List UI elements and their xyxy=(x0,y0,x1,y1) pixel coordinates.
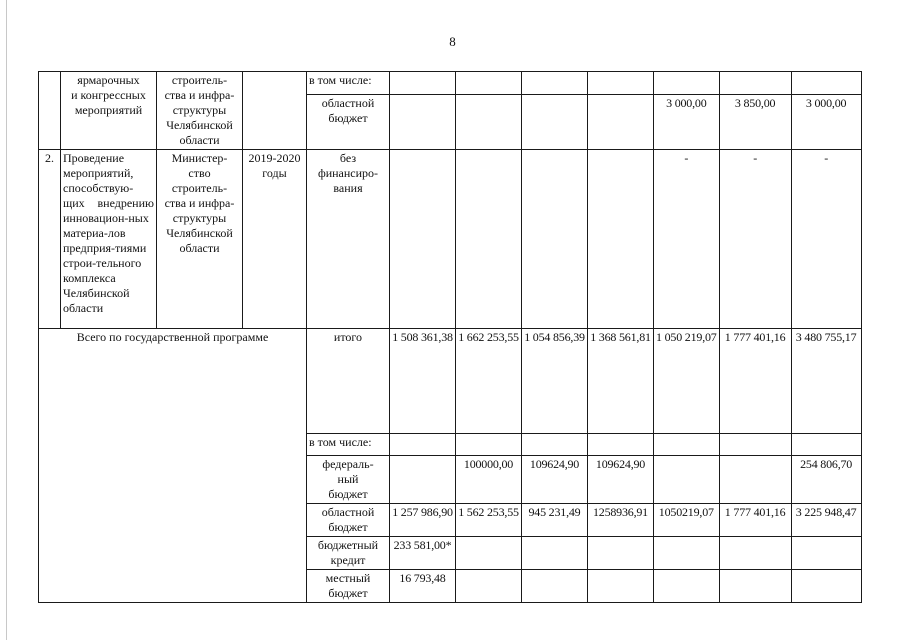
value-cell: 3 000,00 xyxy=(791,94,861,149)
value-cell xyxy=(522,570,588,603)
event-name-cell: Проведение мероприятий, способствую-щих внедрению инновацион-ных материа-лов предприя-тиями строи-тельного комплекса Челябинской области xyxy=(61,150,157,329)
value-cell: 1 562 253,55 xyxy=(456,504,522,537)
value-cell xyxy=(654,456,720,504)
value-cell xyxy=(456,570,522,603)
value-cell xyxy=(719,456,791,504)
value-cell: 1 257 986,90 xyxy=(390,504,456,537)
value-cell: 254 806,70 xyxy=(791,456,861,504)
source-label-oblast: областной бюджет xyxy=(307,94,390,149)
value-cell: 3 000,00 xyxy=(654,94,720,149)
source-label-oblast: областной бюджет xyxy=(307,504,390,537)
source-label-itogo: итого xyxy=(307,329,390,434)
executor-cell: Министер- ство строитель- ства и инфра- структуры Челябинской области xyxy=(157,150,243,329)
value-cell xyxy=(719,570,791,603)
value-cell: 1 777 401,16 xyxy=(719,504,791,537)
value-cell: 3 225 948,47 xyxy=(791,504,861,537)
value-cell xyxy=(456,94,522,149)
value-cell xyxy=(522,537,588,570)
value-cell xyxy=(791,570,861,603)
source-label-vtom: в том числе: xyxy=(307,434,390,456)
value-cell xyxy=(456,537,522,570)
value-cell: 1 368 561,81 xyxy=(588,329,654,434)
source-label-federal: федераль- ный бюджет xyxy=(307,456,390,504)
scan-edge-line xyxy=(6,0,7,640)
value-cell xyxy=(522,94,588,149)
value-cell: 1258936,91 xyxy=(588,504,654,537)
source-label-local: местный бюджет xyxy=(307,570,390,603)
value-cell: 1 662 253,55 xyxy=(456,329,522,434)
table-row xyxy=(39,150,862,329)
value-cell xyxy=(588,537,654,570)
table-row xyxy=(39,72,862,95)
source-label-none: без финансиро- вания xyxy=(307,150,390,329)
value-cell xyxy=(390,94,456,149)
value-cell xyxy=(390,150,456,329)
value-cell: 3 850,00 xyxy=(719,94,791,149)
value-cell xyxy=(588,570,654,603)
value-cell xyxy=(654,570,720,603)
value-cell: - xyxy=(719,150,791,329)
period-cell: 2019-2020 годы xyxy=(243,150,307,329)
total-label-cell: Всего по государственной программе xyxy=(39,329,307,603)
value-cell xyxy=(791,537,861,570)
row-number-cell xyxy=(39,72,61,150)
value-cell: 109624,90 xyxy=(588,456,654,504)
value-cell: 1 777 401,16 xyxy=(719,329,791,434)
value-cell xyxy=(588,150,654,329)
program-table xyxy=(38,71,862,603)
value-cell: 100000,00 xyxy=(456,456,522,504)
value-cell xyxy=(390,456,456,504)
page-number: 8 xyxy=(449,34,456,49)
table-row xyxy=(39,329,862,434)
source-label-credit: бюджетный кредит xyxy=(307,537,390,570)
value-cell: 1 050 219,07 xyxy=(654,329,720,434)
value-cell xyxy=(456,150,522,329)
value-cell xyxy=(654,537,720,570)
value-cell: 109624,90 xyxy=(522,456,588,504)
value-cell xyxy=(588,94,654,149)
period-cell xyxy=(243,72,307,150)
value-cell: - xyxy=(654,150,720,329)
executor-cell: строитель- ства и инфра- структуры Челябинской области xyxy=(157,72,243,150)
value-cell: 1 054 856,39 xyxy=(522,329,588,434)
row-number-cell: 2. xyxy=(39,150,61,329)
value-cell: 233 581,00* xyxy=(390,537,456,570)
value-cell: 16 793,48 xyxy=(390,570,456,603)
value-cell: 1050219,07 xyxy=(654,504,720,537)
event-name-cell: ярмарочных и конгрессных мероприятий xyxy=(61,72,157,150)
value-cell: 3 480 755,17 xyxy=(791,329,861,434)
value-cell xyxy=(522,150,588,329)
value-cell xyxy=(719,537,791,570)
value-cell: - xyxy=(791,150,861,329)
source-label-vtom: в том числе: xyxy=(307,72,390,95)
value-cell: 945 231,49 xyxy=(522,504,588,537)
value-cell: 1 508 361,38 xyxy=(390,329,456,434)
